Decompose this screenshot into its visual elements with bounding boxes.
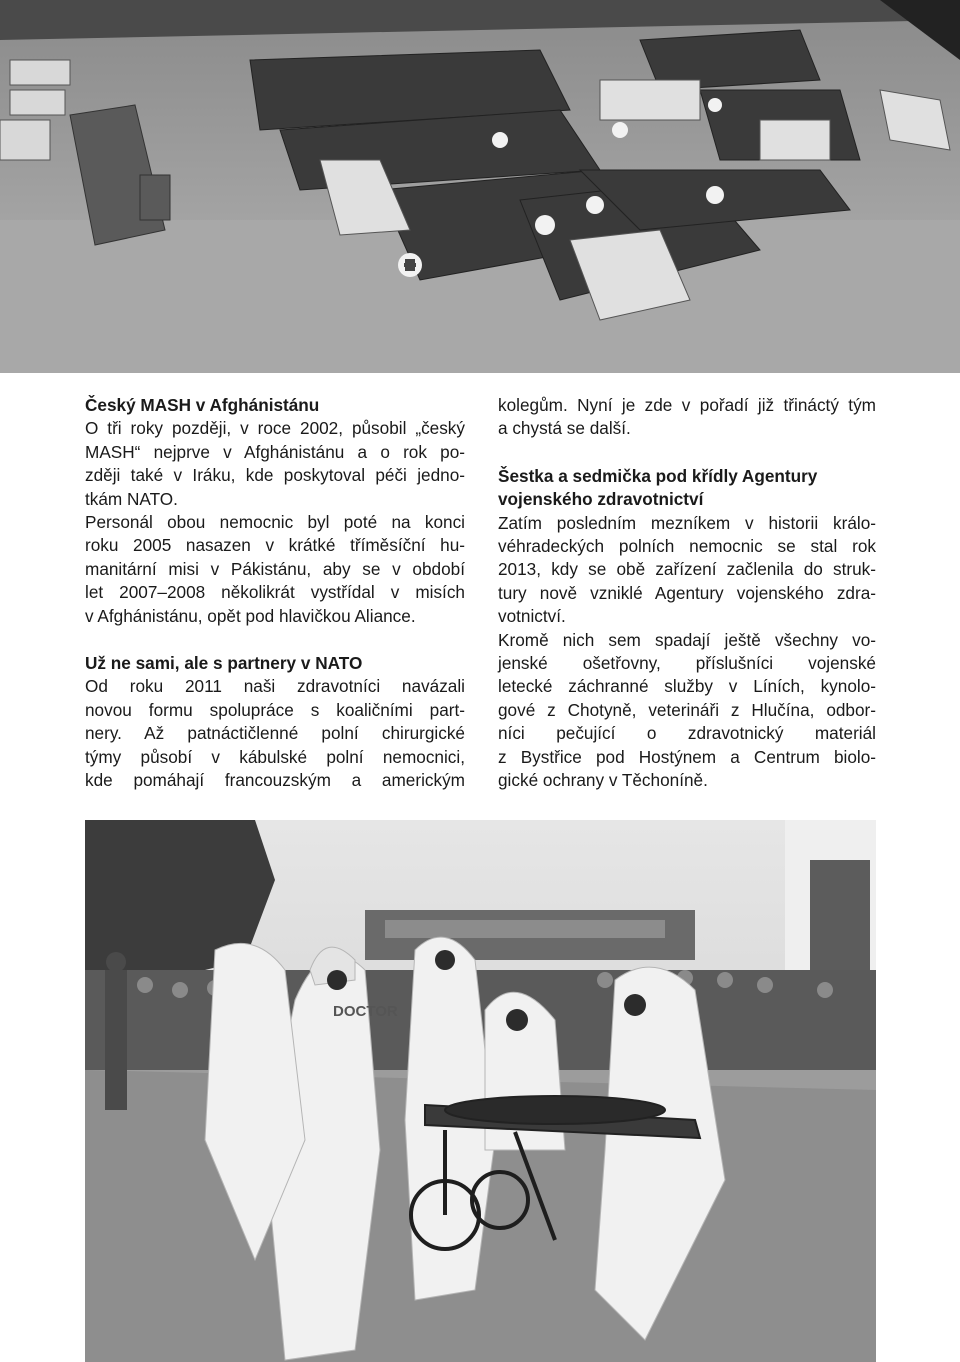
text-line: let 2007–2008 několikrát vystřídal v misích: [85, 582, 465, 603]
text-line: a chystá se další.: [498, 418, 631, 439]
cbrn-demonstration-photo: [85, 820, 876, 1362]
doctor-lettering: DOCTOR: [333, 1003, 398, 1020]
heading-line: Šestka a sedmička pod křídly Agentury: [498, 465, 818, 486]
section-body-mash-afghanistan: [85, 417, 465, 628]
text-line: z Bystřice pod Hostýnem a Centrum biolo-: [498, 746, 876, 767]
text-line: Zatím posledním mezníkem v historii králo-: [498, 512, 876, 533]
paragraph-spacer: [498, 441, 876, 465]
text-line: 2013, kdy se obě zařízení začlenila do struk-: [498, 559, 876, 580]
field-hospital-aerial-photo: [0, 0, 960, 373]
text-line: novou formu spolupráce s koaličními part-: [85, 699, 465, 720]
section-heading-agency: [498, 465, 876, 512]
text-line: Kromě nich sem spadají ještě všechny vo-: [498, 629, 876, 650]
text-line: zději také v Iráku, kde poskytoval péči jedno-: [85, 465, 465, 486]
text-line: roku 2005 nasazen v krátké tříměsíční hu-: [85, 535, 465, 556]
section-body-agency: [498, 512, 876, 793]
heading-line: vojenského zdravotnictví: [498, 489, 704, 510]
section-heading-nato-partners: Už ne sami, ale s partnery v NATO: [85, 653, 363, 674]
text-line: Od roku 2011 naši zdravotníci navázali: [85, 676, 465, 697]
continuation-paragraph: [498, 394, 876, 441]
text-line: nery. Až patnáctičlenné polní chirurgické: [85, 723, 465, 744]
text-line: votnictví.: [498, 606, 566, 627]
text-line: v Afghánistánu, opět pod hlavičkou Aliance.: [85, 605, 416, 626]
text-line: kde pomáhají francouzským a americkým: [85, 770, 465, 791]
text-line: letecké záchranné služby v Líních, kynolo-: [498, 676, 876, 697]
text-line: MASH“ nejprve v Afghánistánu a o rok po-: [85, 441, 465, 462]
paragraph-spacer: [85, 628, 465, 652]
text-line: níci pečující o zdravotnický materiál: [498, 723, 876, 744]
left-text-column: [85, 394, 465, 793]
text-line: gové z Chotyně, veterináři z Hlučína, odbor-: [498, 699, 876, 720]
text-line: tkám NATO.: [85, 488, 178, 509]
text-line: véhradeckých polních nemocnic se stal rok: [498, 536, 876, 557]
text-line: týmy působí v kábulské polní nemocnici,: [85, 746, 465, 767]
text-line: jenské ošetřovny, příslušníci vojenské: [498, 653, 876, 674]
text-line: manitární misi v Pákistánu, aby se v období: [85, 558, 465, 579]
text-line: gické ochrany v Těchoníně.: [498, 770, 708, 791]
right-text-column: [498, 394, 876, 793]
section-body-nato-partners: [85, 675, 465, 792]
text-line: O tři roky později, v roce 2002, působil „český: [85, 418, 465, 439]
text-line: Personál obou nemocnic byl poté na konci: [85, 512, 465, 533]
text-line: tury nově vzniklé Agentury vojenského zdra-: [498, 582, 876, 603]
text-line: kolegům. Nyní je zde v pořadí již třináctý tým: [498, 395, 876, 415]
section-heading-mash-afghanistan: Český MASH v Afghánistánu: [85, 395, 320, 415]
